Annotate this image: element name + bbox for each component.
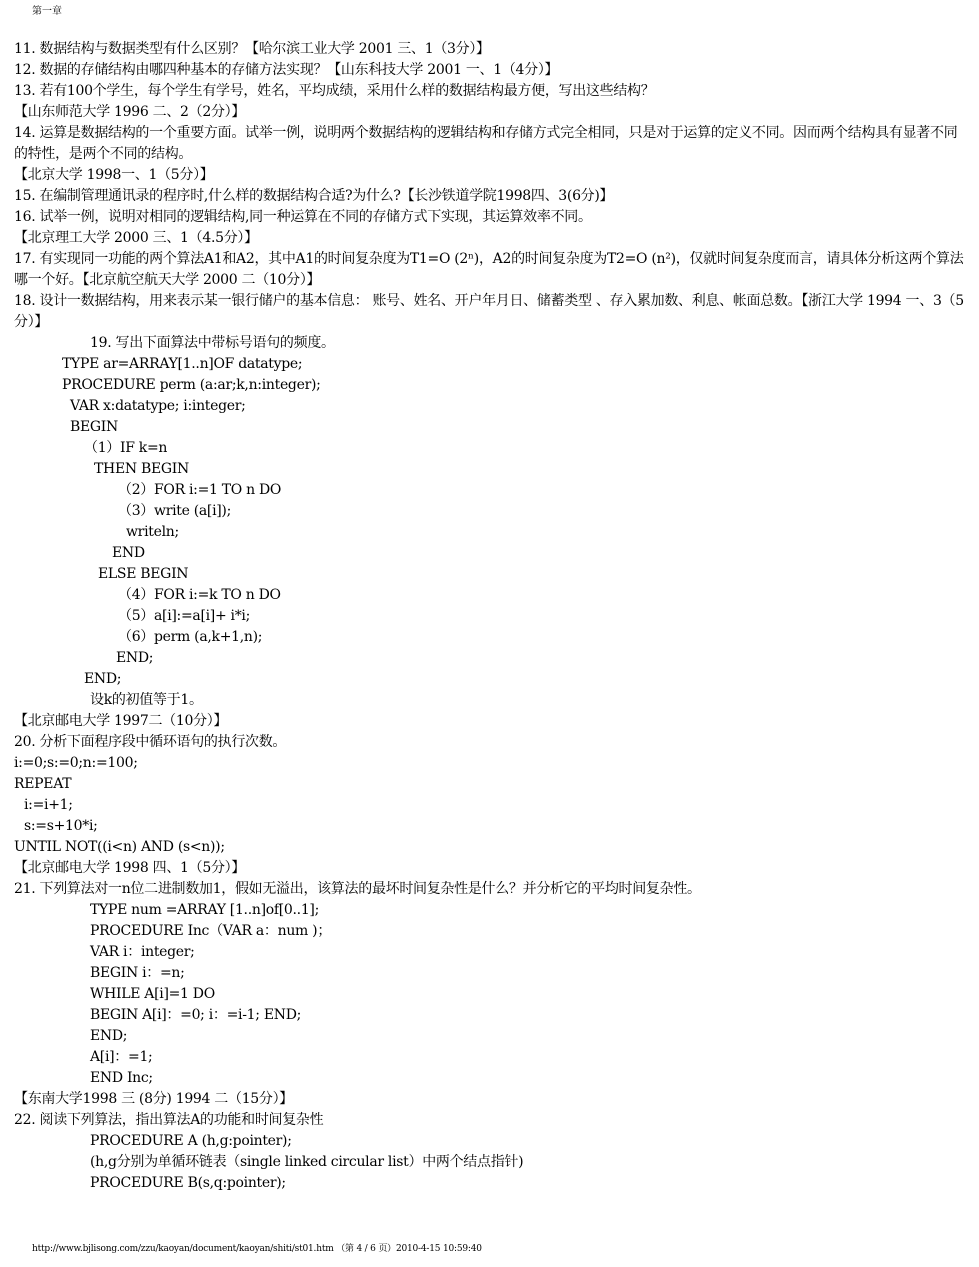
text-line: UNTIL NOT((i<n) AND (s<n));: [14, 839, 225, 855]
text-line: TYPE ar=ARRAY[1..n]OF datatype;: [62, 356, 303, 372]
text-line: BEGIN i：=n;: [90, 965, 185, 981]
text-line: writeln;: [126, 524, 179, 540]
text-line: END Inc;: [90, 1070, 153, 1086]
text-line: （6）perm (a,k+1,n);: [118, 629, 263, 645]
text-line: PROCEDURE perm (a:ar;k,n:integer);: [62, 377, 321, 393]
text-line: VAR i：integer;: [90, 944, 195, 960]
text-line: 【东南大学1998 三 (8分) 1994 二（15分）】: [14, 1091, 294, 1107]
footer-url: http://www.bjlisong.com/zzu/kaoyan/document/kaoyan/shiti/st01.htm （第 4 / 6 页）2010-4-15 10:59:40: [32, 1244, 482, 1254]
text-line: VAR x:datatype; i:integer;: [70, 398, 246, 414]
chapter-title: 第一章: [32, 6, 62, 17]
text-line: PROCEDURE A (h,g:pointer);: [90, 1133, 292, 1149]
text-line: （4）FOR i:=k TO n DO: [118, 587, 281, 603]
text-line: END;: [116, 650, 154, 666]
text-line: 14. 运算是数据结构的一个重要方面。试举一例，说明两个数据结构的逻辑结构和存储方式完全相同，只是对于运算的定义不同。因而两个结构具有显著不同的特性，是两个不同的结构。: [14, 125, 958, 162]
text-line: 【山东师范大学 1996 二、2（2分）】: [14, 104, 246, 120]
text-line: 21. 下列算法对一n位二进制数加1，假如无溢出，该算法的最坏时间复杂性是什么？并分析它的平均时间复杂性。: [14, 881, 701, 897]
text-line: END;: [90, 1028, 128, 1044]
text-line: REPEAT: [14, 776, 72, 792]
text-line: 15. 在编制管理通讯录的程序时,什么样的数据结构合适?为什么?【长沙铁道学院1998四、3(6分)】: [14, 188, 614, 204]
text-line: THEN BEGIN: [94, 461, 189, 477]
page-footer: [32, 1243, 482, 1255]
text-line: （1）IF k=n: [84, 440, 168, 456]
text-line: PROCEDURE B(s,q:pointer);: [90, 1175, 286, 1191]
text-line: WHILE A[i]=1 DO: [90, 986, 215, 1002]
text-line: 【北京大学 1998一、1（5分）】: [14, 167, 214, 183]
text-line: i:=i+1;: [24, 797, 73, 813]
text-line: 【北京邮电大学 1997二（10分）】: [14, 713, 228, 729]
text-line: (h,g分别为单循环链表（single linked circular list）中两个结点指针): [90, 1154, 524, 1170]
text-line: BEGIN: [70, 419, 118, 435]
text-line: （2）FOR i:=1 TO n DO: [118, 482, 282, 498]
text-line: 12. 数据的存储结构由哪四种基本的存储方法实现？【山东科技大学 2001 一、1（4分）】: [14, 62, 559, 78]
text-line: 18. 设计一数据结构，用来表示某一银行储户的基本信息： 账号、姓名、开户年月日、储蓄类型 、存入累加数、利息、帐面总数。【浙江大学 1994 一、3（5分）】: [14, 293, 964, 330]
text-line: 16. 试举一例，说明对相同的逻辑结构,同一种运算在不同的存储方式下实现，其运算效率不同。: [14, 209, 592, 225]
text-line: A[i]：=1;: [90, 1049, 153, 1065]
document-body: [14, 39, 969, 1194]
text-line: PROCEDURE Inc（VAR a：num )；: [90, 923, 332, 939]
text-line: END;: [84, 671, 122, 687]
text-line: （3）write (a[i]);: [118, 503, 232, 519]
text-line: s:=s+10*i;: [24, 818, 98, 834]
text-line: 17. 有实现同一功能的两个算法A1和A2，其中A1的时间复杂度为T1=O (2ⁿ)，A2的时间复杂度为T2=O (n²)，仅就时间复杂度而言，请具体分析这两个算法哪一个好。【北京航空航天大学 2000 二（10分）】: [14, 251, 964, 288]
text-line: 20. 分析下面程序段中循环语句的执行次数。: [14, 734, 287, 750]
text-line: 【北京理工大学 2000 三、1（4.5分）】: [14, 230, 258, 246]
text-line: 13. 若有100个学生，每个学生有学号，姓名，平均成绩，采用什么样的数据结构最方便，写出这些结构？: [14, 83, 655, 99]
text-line: （5）a[i]:=a[i]+ i*i;: [118, 608, 251, 624]
text-line: 19. 写出下面算法中带标号语句的频度。: [90, 335, 335, 351]
text-line: END: [112, 545, 145, 561]
text-line: TYPE num =ARRAY [1..n]of[0..1];: [90, 902, 320, 918]
page-header: [32, 6, 62, 18]
text-line: 设k的初值等于1。: [90, 692, 203, 708]
text-line: i:=0;s:=0;n:=100;: [14, 755, 138, 771]
text-line: 【北京邮电大学 1998 四、1（5分）】: [14, 860, 246, 876]
text-line: 11. 数据结构与数据类型有什么区别？【哈尔滨工业大学 2001 三、1（3分）】: [14, 41, 490, 57]
text-line: BEGIN A[i]：=0; i：=i-1; END;: [90, 1007, 302, 1023]
text-line: ELSE BEGIN: [98, 566, 189, 582]
text-line: 22. 阅读下列算法，指出算法A的功能和时间复杂性: [14, 1112, 324, 1128]
